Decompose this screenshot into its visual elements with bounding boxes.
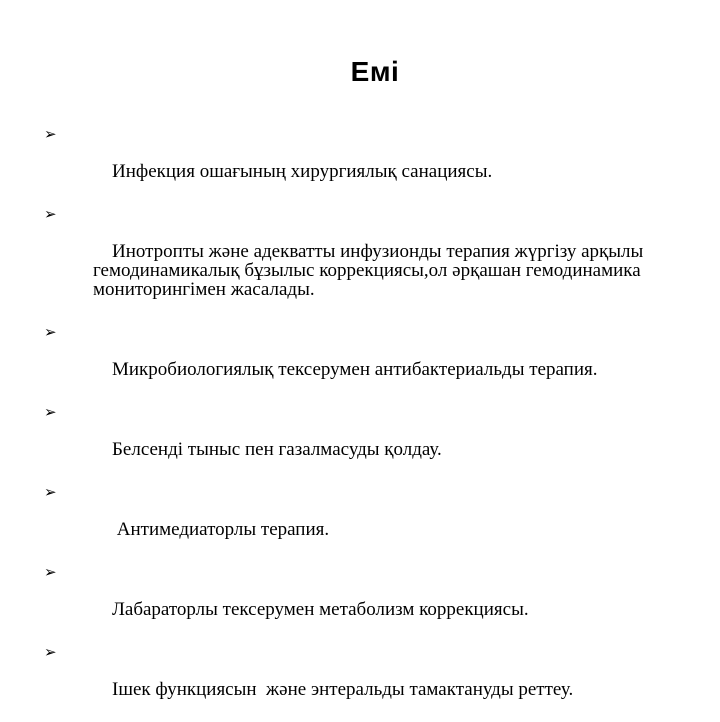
list-item <box>44 482 704 558</box>
arrowhead-bullet-icon: ➢ <box>44 403 57 421</box>
arrowhead-bullet-icon: ➢ <box>44 205 57 223</box>
list-item <box>44 562 704 638</box>
list-item-text: Микробиологиялық тексерумен антибактериальды терапия. <box>112 359 598 380</box>
list-item <box>44 124 704 200</box>
list-item-text: Инфекция ошағының хирургиялық санациясы. <box>112 161 493 182</box>
list-item <box>44 402 704 478</box>
list-item-text: Лабараторлы тексерумен метаболизм коррекциясы. <box>112 599 529 620</box>
slide-title: Емі <box>350 56 400 87</box>
list-item <box>44 322 704 398</box>
list-item-text: Ішек функциясын және энтеральды тамактануды реттеу. <box>112 679 574 700</box>
arrowhead-bullet-icon: ➢ <box>44 323 57 341</box>
list-item-text: Инотропты және адекватты инфузионды терапия жүргізу арқылы гемодинамикалық бұзылыс коррекциясы,ол әрқашан гемодинамика мониторингімен жасалады. <box>93 241 649 300</box>
arrowhead-bullet-icon: ➢ <box>44 643 57 661</box>
arrowhead-bullet-icon: ➢ <box>44 563 57 581</box>
list-item-text: Антимедиаторлы терапия. <box>112 519 330 540</box>
list-item <box>44 642 704 718</box>
list-item <box>44 204 704 318</box>
bullet-list <box>44 124 704 722</box>
list-item-text: Белсенді тыныс пен газалмасуды қолдау. <box>112 439 442 460</box>
arrowhead-bullet-icon: ➢ <box>44 483 57 501</box>
arrowhead-bullet-icon: ➢ <box>44 125 57 143</box>
